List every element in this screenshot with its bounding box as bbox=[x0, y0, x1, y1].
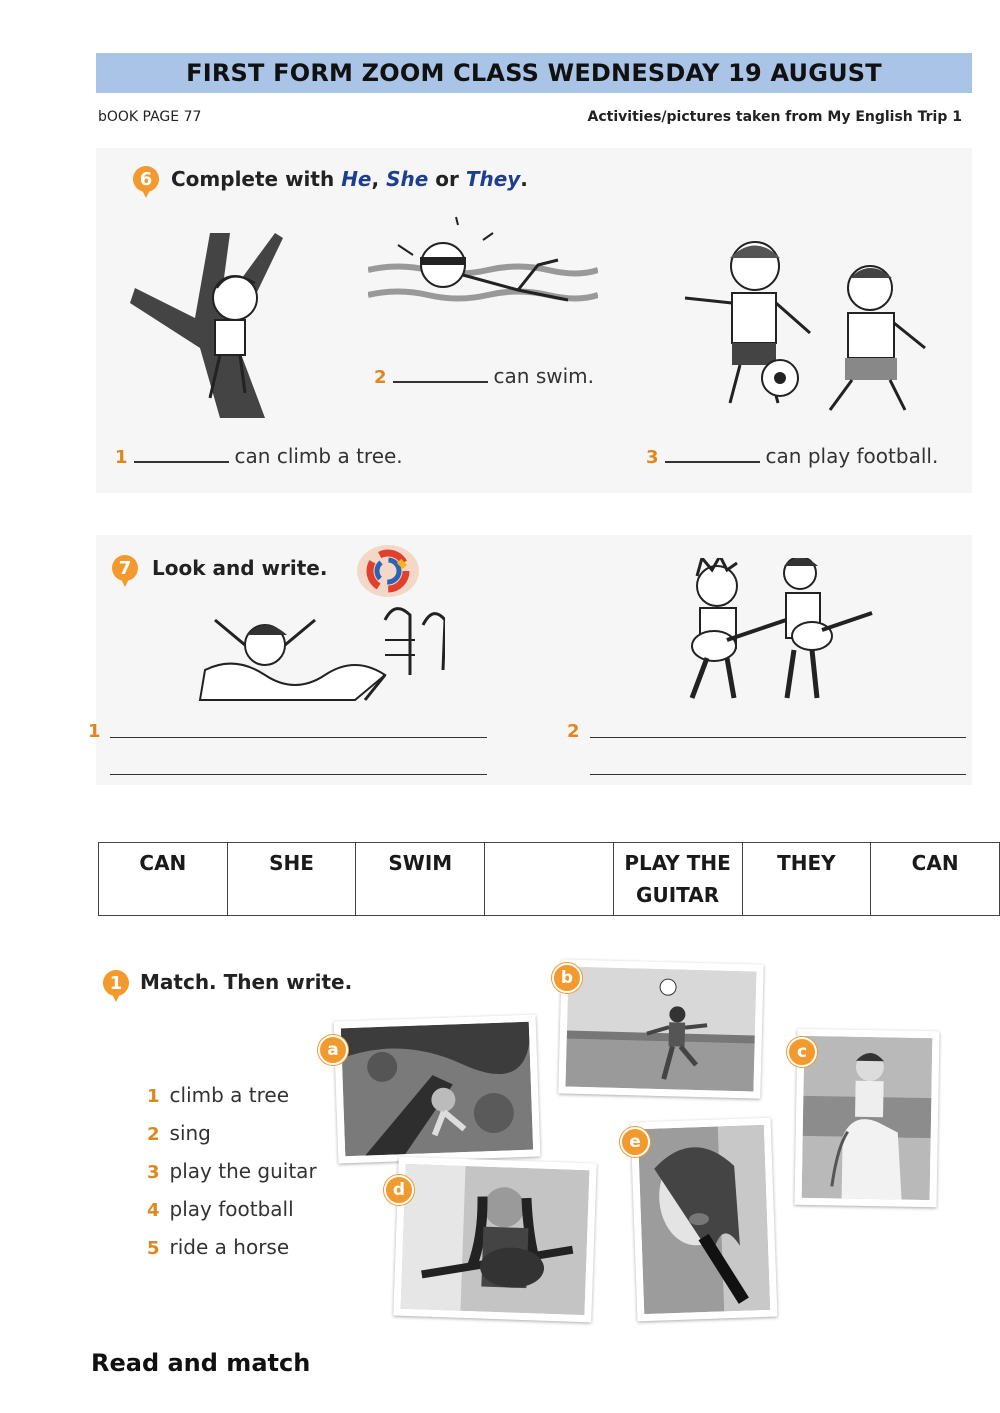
girl-climbing-tree-illustration bbox=[125, 228, 295, 423]
word-bank-cell: PLAY THE GUITAR bbox=[613, 843, 742, 916]
exercise1-number-badge: 1 bbox=[103, 970, 129, 996]
match-list-item: 2 sing bbox=[147, 1121, 211, 1145]
photo-singing bbox=[631, 1118, 778, 1322]
answer-line[interactable] bbox=[590, 737, 966, 738]
word-bank-cell: THEY bbox=[742, 843, 871, 916]
exercise7-item-1-number: 1 bbox=[88, 721, 101, 742]
exercise7-number-badge: 7 bbox=[112, 555, 138, 581]
exercise7-title: Look and write. bbox=[152, 556, 328, 580]
photo-playing-football bbox=[558, 959, 763, 1098]
photo-letter-c: c bbox=[787, 1037, 817, 1067]
word-bank-cell: CAN bbox=[99, 843, 228, 916]
answer-blank[interactable] bbox=[134, 447, 229, 463]
boy-swimming-illustration bbox=[368, 215, 598, 330]
photo-playing-guitar bbox=[393, 1157, 596, 1323]
book-page-label: bOOK PAGE 77 bbox=[98, 109, 202, 125]
page-title: FIRST FORM ZOOM CLASS WEDNESDAY 19 AUGUST bbox=[96, 53, 972, 93]
answer-blank[interactable] bbox=[393, 367, 488, 383]
answer-line[interactable] bbox=[590, 774, 966, 775]
exercise6-item-3: 3 can play football. bbox=[646, 444, 939, 468]
exercise6-title: Complete with He, She or They. bbox=[171, 167, 528, 191]
photo-letter-a: a bbox=[318, 1035, 348, 1065]
answer-line[interactable] bbox=[110, 737, 487, 738]
exercise1-title: Match. Then write. bbox=[140, 970, 353, 994]
match-list-item: 1 climb a tree bbox=[147, 1083, 290, 1107]
photo-climbing-tree bbox=[334, 1015, 541, 1164]
word-bank-cell: SWIM bbox=[356, 843, 485, 916]
kids-playing-football-illustration bbox=[670, 238, 940, 418]
exercise6-number-badge: 6 bbox=[133, 166, 159, 192]
word-bank-cell bbox=[485, 843, 614, 916]
match-list-item: 4 play football bbox=[147, 1197, 294, 1221]
exercise7-item-2-number: 2 bbox=[567, 721, 580, 742]
speaking-activity-icon bbox=[355, 543, 421, 599]
answer-line[interactable] bbox=[110, 774, 487, 775]
exercise6-item-2: 2 can swim. bbox=[374, 364, 594, 388]
match-list-item: 5 ride a horse bbox=[147, 1235, 290, 1259]
match-list-item: 3 play the guitar bbox=[147, 1159, 317, 1183]
girl-in-pool-illustration bbox=[195, 600, 445, 705]
answer-blank[interactable] bbox=[665, 447, 760, 463]
read-and-match-heading: Read and match bbox=[91, 1349, 311, 1377]
photo-letter-e: e bbox=[620, 1127, 650, 1157]
exercise6-item-1: 1 can climb a tree. bbox=[115, 444, 403, 468]
source-credit: Activities/pictures taken from My English Trip 1 bbox=[587, 109, 962, 125]
boys-playing-guitar-illustration bbox=[672, 558, 882, 706]
word-bank-table bbox=[98, 842, 1000, 916]
word-bank-cell: CAN bbox=[871, 843, 1000, 916]
photo-letter-d: d bbox=[384, 1175, 414, 1205]
word-bank-cell: SHE bbox=[227, 843, 356, 916]
photo-letter-b: b bbox=[552, 963, 582, 993]
